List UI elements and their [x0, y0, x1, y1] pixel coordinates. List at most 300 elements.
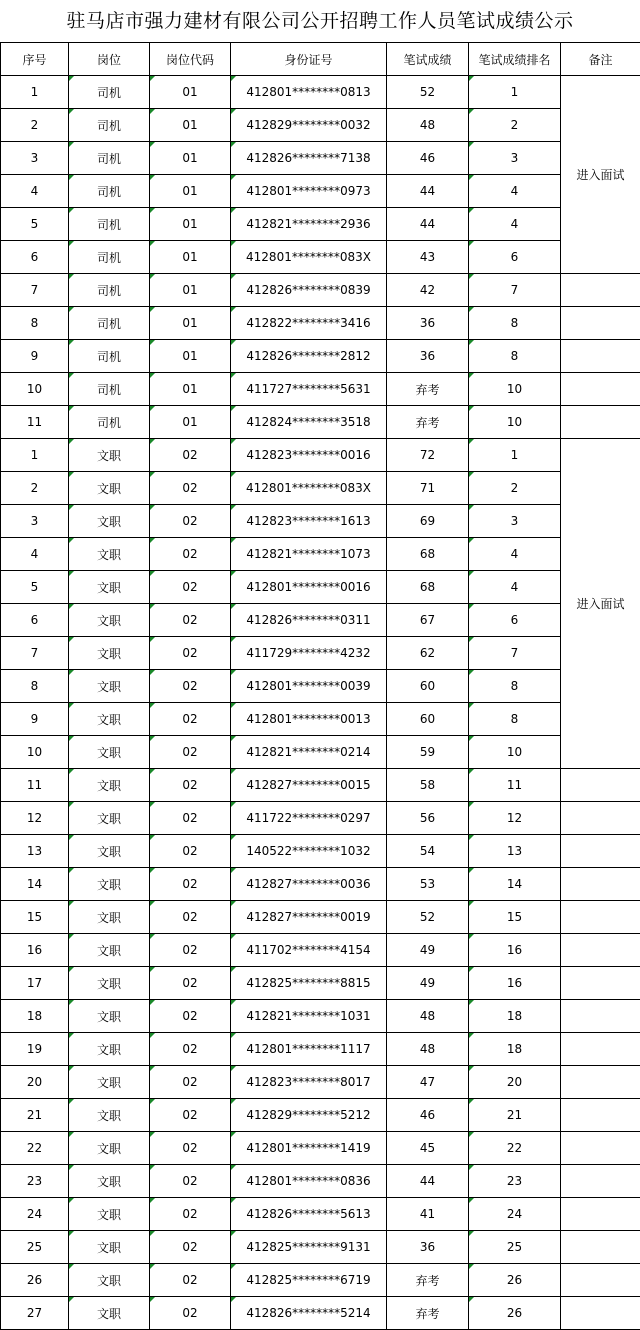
cell-id-number: 412826********2812: [231, 340, 387, 373]
cell-remark: [561, 967, 640, 1000]
cell-id-number: 412824********3518: [231, 406, 387, 439]
cell-position: 司机: [69, 76, 150, 109]
cell-score: 53: [387, 868, 469, 901]
cell-position-code: 02: [150, 901, 231, 934]
cell-position: 文职: [69, 703, 150, 736]
table-row: [1, 373, 640, 406]
cell-id-number: 412801********083X: [231, 472, 387, 505]
table-row: [1, 307, 640, 340]
cell-position-code: 02: [150, 769, 231, 802]
cell-remark: [561, 1264, 640, 1297]
cell-position: 文职: [69, 472, 150, 505]
header-remark: 备注: [561, 43, 640, 76]
cell-remark: [561, 802, 640, 835]
cell-position-code: 02: [150, 868, 231, 901]
header-position: 岗位: [69, 43, 150, 76]
cell-position: 文职: [69, 1099, 150, 1132]
cell-remark: [561, 307, 640, 340]
cell-position: 文职: [69, 439, 150, 472]
cell-position-code: 01: [150, 274, 231, 307]
cell-remark: [561, 835, 640, 868]
cell-position-code: 02: [150, 670, 231, 703]
cell-seq: 10: [1, 373, 69, 406]
cell-rank: 2: [469, 109, 561, 142]
cell-score: 46: [387, 1099, 469, 1132]
cell-seq: 13: [1, 835, 69, 868]
cell-seq: 3: [1, 505, 69, 538]
cell-position-code: 01: [150, 307, 231, 340]
cell-position: 司机: [69, 175, 150, 208]
cell-position-code: 01: [150, 109, 231, 142]
cell-seq: 8: [1, 670, 69, 703]
cell-score: 36: [387, 340, 469, 373]
cell-position-code: 02: [150, 802, 231, 835]
cell-score: 48: [387, 109, 469, 142]
cell-position-code: 02: [150, 1198, 231, 1231]
cell-position: 文职: [69, 571, 150, 604]
table-row: [1, 142, 640, 175]
cell-id-number: 412823********0016: [231, 439, 387, 472]
cell-seq: 24: [1, 1198, 69, 1231]
cell-position: 文职: [69, 505, 150, 538]
cell-score: 弃考: [387, 1264, 469, 1297]
cell-seq: 11: [1, 769, 69, 802]
cell-remark: 进入面试: [561, 439, 640, 769]
cell-id-number: 412801********0013: [231, 703, 387, 736]
cell-seq: 4: [1, 175, 69, 208]
cell-position: 文职: [69, 1066, 150, 1099]
cell-position: 文职: [69, 967, 150, 1000]
cell-id-number: 412827********0036: [231, 868, 387, 901]
cell-position: 文职: [69, 670, 150, 703]
cell-rank: 3: [469, 505, 561, 538]
cell-id-number: 412801********083X: [231, 241, 387, 274]
cell-id-number: 412821********0214: [231, 736, 387, 769]
cell-position-code: 02: [150, 1132, 231, 1165]
cell-seq: 7: [1, 637, 69, 670]
cell-position-code: 02: [150, 604, 231, 637]
cell-seq: 9: [1, 703, 69, 736]
cell-seq: 11: [1, 406, 69, 439]
cell-seq: 18: [1, 1000, 69, 1033]
cell-position-code: 01: [150, 142, 231, 175]
cell-position: 司机: [69, 373, 150, 406]
cell-remark: [561, 1165, 640, 1198]
cell-remark: [561, 1099, 640, 1132]
cell-rank: 4: [469, 571, 561, 604]
table-row: [1, 241, 640, 274]
cell-remark: [561, 1132, 640, 1165]
table-row: [1, 1066, 640, 1099]
cell-remark: [561, 340, 640, 373]
table-row: [1, 1000, 640, 1033]
cell-score: 44: [387, 175, 469, 208]
cell-score: 44: [387, 208, 469, 241]
cell-score: 71: [387, 472, 469, 505]
cell-id-number: 412801********1117: [231, 1033, 387, 1066]
cell-rank: 13: [469, 835, 561, 868]
cell-position-code: 02: [150, 1099, 231, 1132]
cell-id-number: 412822********3416: [231, 307, 387, 340]
cell-seq: 6: [1, 604, 69, 637]
cell-remark: [561, 1297, 640, 1330]
cell-id-number: 412826********5214: [231, 1297, 387, 1330]
cell-position-code: 02: [150, 571, 231, 604]
cell-position-code: 01: [150, 76, 231, 109]
cell-rank: 1: [469, 439, 561, 472]
cell-seq: 19: [1, 1033, 69, 1066]
cell-id-number: 412801********0836: [231, 1165, 387, 1198]
cell-rank: 4: [469, 175, 561, 208]
cell-seq: 25: [1, 1231, 69, 1264]
cell-rank: 11: [469, 769, 561, 802]
cell-seq: 5: [1, 571, 69, 604]
table-row: [1, 868, 640, 901]
cell-position: 文职: [69, 769, 150, 802]
cell-score: 48: [387, 1000, 469, 1033]
table-header-row: [1, 43, 640, 76]
cell-id-number: 412821********1031: [231, 1000, 387, 1033]
cell-position-code: 01: [150, 373, 231, 406]
cell-remark: [561, 1066, 640, 1099]
cell-score: 45: [387, 1132, 469, 1165]
cell-score: 72: [387, 439, 469, 472]
cell-position: 司机: [69, 307, 150, 340]
table-row: [1, 703, 640, 736]
cell-position-code: 02: [150, 637, 231, 670]
cell-rank: 8: [469, 340, 561, 373]
cell-seq: 23: [1, 1165, 69, 1198]
header-score: 笔试成绩: [387, 43, 469, 76]
cell-seq: 27: [1, 1297, 69, 1330]
cell-seq: 3: [1, 142, 69, 175]
cell-score: 67: [387, 604, 469, 637]
cell-position: 文职: [69, 868, 150, 901]
cell-score: 56: [387, 802, 469, 835]
cell-id-number: 412821********2936: [231, 208, 387, 241]
cell-seq: 15: [1, 901, 69, 934]
cell-score: 41: [387, 1198, 469, 1231]
cell-score: 68: [387, 571, 469, 604]
cell-id-number: 412826********7138: [231, 142, 387, 175]
cell-score: 49: [387, 967, 469, 1000]
cell-rank: 16: [469, 934, 561, 967]
cell-position-code: 01: [150, 241, 231, 274]
cell-position: 文职: [69, 934, 150, 967]
table-row: [1, 637, 640, 670]
cell-position-code: 02: [150, 1264, 231, 1297]
cell-score: 68: [387, 538, 469, 571]
cell-position: 文职: [69, 802, 150, 835]
cell-position-code: 02: [150, 472, 231, 505]
table-row: [1, 736, 640, 769]
table-row: [1, 934, 640, 967]
cell-rank: 21: [469, 1099, 561, 1132]
cell-position: 文职: [69, 1264, 150, 1297]
cell-rank: 22: [469, 1132, 561, 1165]
cell-position: 文职: [69, 736, 150, 769]
cell-position-code: 02: [150, 1033, 231, 1066]
cell-score: 54: [387, 835, 469, 868]
cell-id-number: 412827********0015: [231, 769, 387, 802]
cell-remark: [561, 868, 640, 901]
cell-position-code: 02: [150, 1165, 231, 1198]
table-row: [1, 1297, 640, 1330]
cell-rank: 7: [469, 274, 561, 307]
table-row: [1, 835, 640, 868]
cell-score: 弃考: [387, 1297, 469, 1330]
cell-position-code: 01: [150, 208, 231, 241]
cell-id-number: 412825********6719: [231, 1264, 387, 1297]
cell-position-code: 02: [150, 505, 231, 538]
cell-seq: 2: [1, 472, 69, 505]
cell-id-number: 140522********1032: [231, 835, 387, 868]
table-row: [1, 175, 640, 208]
cell-seq: 14: [1, 868, 69, 901]
cell-remark: [561, 934, 640, 967]
header-seq: 序号: [1, 43, 69, 76]
cell-rank: 3: [469, 142, 561, 175]
table-row: [1, 1033, 640, 1066]
cell-score: 47: [387, 1066, 469, 1099]
table-row: [1, 901, 640, 934]
cell-rank: 2: [469, 472, 561, 505]
page-title: 驻马店市强力建材有限公司公开招聘工作人员笔试成绩公示: [66, 10, 574, 32]
cell-seq: 16: [1, 934, 69, 967]
cell-score: 43: [387, 241, 469, 274]
cell-position-code: 02: [150, 835, 231, 868]
table-row: [1, 340, 640, 373]
cell-id-number: 411727********5631: [231, 373, 387, 406]
cell-rank: 14: [469, 868, 561, 901]
cell-id-number: 412826********5613: [231, 1198, 387, 1231]
cell-position: 司机: [69, 340, 150, 373]
cell-seq: 1: [1, 439, 69, 472]
cell-seq: 9: [1, 340, 69, 373]
cell-score: 42: [387, 274, 469, 307]
cell-id-number: 412829********0032: [231, 109, 387, 142]
cell-seq: 2: [1, 109, 69, 142]
cell-position: 文职: [69, 1231, 150, 1264]
table-row: [1, 670, 640, 703]
cell-score: 弃考: [387, 406, 469, 439]
cell-rank: 6: [469, 241, 561, 274]
header-position-code: 岗位代码: [150, 43, 231, 76]
table-row: [1, 274, 640, 307]
table-row: [1, 1231, 640, 1264]
cell-rank: 6: [469, 604, 561, 637]
cell-rank: 26: [469, 1297, 561, 1330]
cell-rank: 8: [469, 703, 561, 736]
cell-score: 58: [387, 769, 469, 802]
cell-position-code: 02: [150, 1297, 231, 1330]
cell-rank: 10: [469, 406, 561, 439]
table-row: [1, 769, 640, 802]
cell-score: 52: [387, 76, 469, 109]
cell-position-code: 02: [150, 934, 231, 967]
table-row: [1, 1165, 640, 1198]
cell-rank: 16: [469, 967, 561, 1000]
cell-score: 36: [387, 1231, 469, 1264]
cell-position-code: 01: [150, 406, 231, 439]
cell-rank: 12: [469, 802, 561, 835]
cell-seq: 8: [1, 307, 69, 340]
cell-rank: 25: [469, 1231, 561, 1264]
table-row: [1, 1099, 640, 1132]
cell-score: 60: [387, 703, 469, 736]
cell-rank: 1: [469, 76, 561, 109]
cell-id-number: 412823********1613: [231, 505, 387, 538]
cell-position: 文职: [69, 1198, 150, 1231]
cell-position-code: 01: [150, 175, 231, 208]
cell-seq: 1: [1, 76, 69, 109]
cell-score: 69: [387, 505, 469, 538]
cell-seq: 6: [1, 241, 69, 274]
cell-remark: [561, 1231, 640, 1264]
cell-seq: 26: [1, 1264, 69, 1297]
cell-remark: 进入面试: [561, 76, 640, 274]
cell-score: 59: [387, 736, 469, 769]
cell-rank: 8: [469, 670, 561, 703]
cell-seq: 17: [1, 967, 69, 1000]
cell-position: 文职: [69, 1033, 150, 1066]
cell-seq: 7: [1, 274, 69, 307]
cell-position: 司机: [69, 274, 150, 307]
table-row: [1, 76, 640, 109]
table-row: [1, 538, 640, 571]
cell-rank: 23: [469, 1165, 561, 1198]
cell-position: 司机: [69, 241, 150, 274]
cell-position: 文职: [69, 1165, 150, 1198]
table-row: [1, 472, 640, 505]
table-row: [1, 967, 640, 1000]
cell-rank: 15: [469, 901, 561, 934]
cell-position-code: 02: [150, 1000, 231, 1033]
cell-id-number: 412801********1419: [231, 1132, 387, 1165]
cell-rank: 7: [469, 637, 561, 670]
cell-seq: 22: [1, 1132, 69, 1165]
cell-position-code: 02: [150, 439, 231, 472]
table-row: [1, 439, 640, 472]
cell-seq: 21: [1, 1099, 69, 1132]
cell-rank: 4: [469, 208, 561, 241]
cell-position-code: 01: [150, 340, 231, 373]
cell-score: 36: [387, 307, 469, 340]
cell-id-number: 412823********8017: [231, 1066, 387, 1099]
cell-remark: [561, 1033, 640, 1066]
score-table: [0, 42, 640, 1330]
cell-seq: 20: [1, 1066, 69, 1099]
cell-seq: 5: [1, 208, 69, 241]
cell-rank: 24: [469, 1198, 561, 1231]
cell-id-number: 411722********0297: [231, 802, 387, 835]
table-row: [1, 1264, 640, 1297]
cell-position: 文职: [69, 1297, 150, 1330]
cell-id-number: 412829********5212: [231, 1099, 387, 1132]
cell-score: 49: [387, 934, 469, 967]
cell-score: 62: [387, 637, 469, 670]
cell-remark: [561, 901, 640, 934]
cell-position-code: 02: [150, 967, 231, 1000]
cell-rank: 20: [469, 1066, 561, 1099]
cell-position: 文职: [69, 604, 150, 637]
cell-score: 弃考: [387, 373, 469, 406]
table-row: [1, 802, 640, 835]
cell-id-number: 412801********0016: [231, 571, 387, 604]
cell-id-number: 412825********8815: [231, 967, 387, 1000]
cell-remark: [561, 406, 640, 439]
header-id-number: 身份证号: [231, 43, 387, 76]
cell-id-number: 412827********0019: [231, 901, 387, 934]
cell-rank: 18: [469, 1033, 561, 1066]
cell-score: 60: [387, 670, 469, 703]
cell-id-number: 412801********0813: [231, 76, 387, 109]
cell-rank: 26: [469, 1264, 561, 1297]
cell-rank: 4: [469, 538, 561, 571]
cell-position: 司机: [69, 208, 150, 241]
cell-remark: [561, 1198, 640, 1231]
cell-rank: 18: [469, 1000, 561, 1033]
cell-rank: 10: [469, 373, 561, 406]
cell-remark: [561, 769, 640, 802]
cell-score: 48: [387, 1033, 469, 1066]
cell-remark: [561, 274, 640, 307]
cell-rank: 10: [469, 736, 561, 769]
cell-seq: 12: [1, 802, 69, 835]
cell-position-code: 02: [150, 736, 231, 769]
cell-remark: [561, 1000, 640, 1033]
cell-position-code: 02: [150, 538, 231, 571]
cell-id-number: 411729********4232: [231, 637, 387, 670]
cell-score: 46: [387, 142, 469, 175]
cell-id-number: 412821********1073: [231, 538, 387, 571]
cell-position-code: 02: [150, 703, 231, 736]
cell-score: 52: [387, 901, 469, 934]
cell-id-number: 411702********4154: [231, 934, 387, 967]
cell-seq: 4: [1, 538, 69, 571]
cell-position: 司机: [69, 406, 150, 439]
table-row: [1, 208, 640, 241]
cell-seq: 10: [1, 736, 69, 769]
cell-position-code: 02: [150, 1066, 231, 1099]
cell-score: 44: [387, 1165, 469, 1198]
cell-rank: 8: [469, 307, 561, 340]
cell-id-number: 412825********9131: [231, 1231, 387, 1264]
cell-id-number: 412801********0039: [231, 670, 387, 703]
table-row: [1, 109, 640, 142]
cell-position-code: 02: [150, 1231, 231, 1264]
cell-position: 司机: [69, 142, 150, 175]
table-row: [1, 571, 640, 604]
cell-position: 文职: [69, 637, 150, 670]
table-row: [1, 505, 640, 538]
cell-position: 司机: [69, 109, 150, 142]
table-row: [1, 406, 640, 439]
cell-position: 文职: [69, 1132, 150, 1165]
cell-remark: [561, 373, 640, 406]
table-row: [1, 1198, 640, 1231]
cell-position: 文职: [69, 1000, 150, 1033]
cell-id-number: 412826********0311: [231, 604, 387, 637]
header-rank: 笔试成绩排名: [469, 43, 561, 76]
cell-id-number: 412826********0839: [231, 274, 387, 307]
cell-id-number: 412801********0973: [231, 175, 387, 208]
cell-position: 文职: [69, 538, 150, 571]
cell-position: 文职: [69, 835, 150, 868]
table-row: [1, 1132, 640, 1165]
table-row: [1, 604, 640, 637]
cell-position: 文职: [69, 901, 150, 934]
